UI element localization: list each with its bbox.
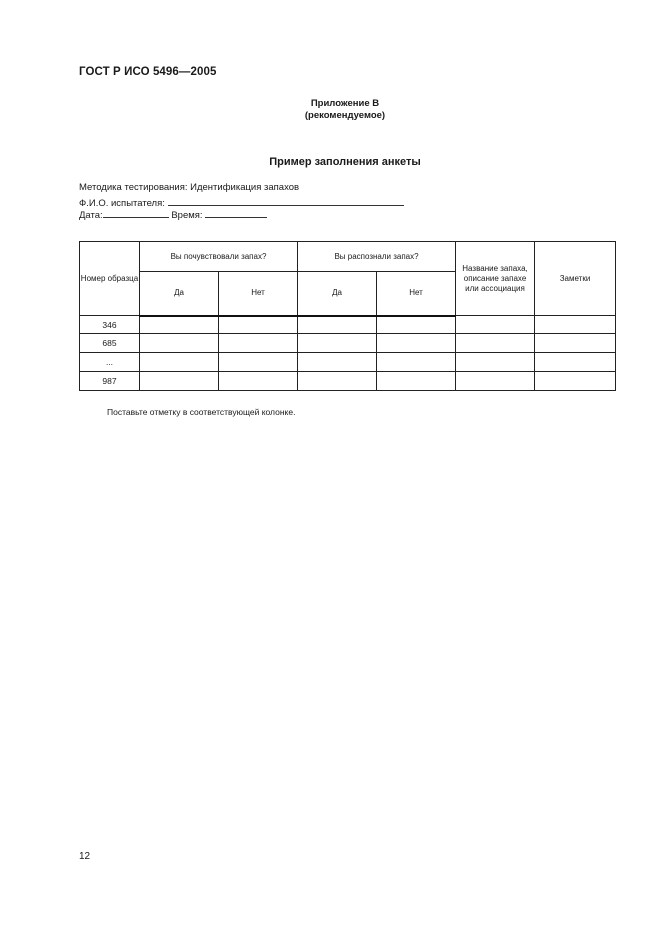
answer-cell[interactable] [535,334,616,353]
header-recognized-yes: Да [298,272,377,316]
answer-cell[interactable] [535,316,616,334]
annex-heading [0,98,661,122]
answer-cell[interactable] [140,334,219,353]
instruction-note: Поставьте отметку в соответствующей колонке. [107,407,296,417]
answer-cell[interactable] [298,316,377,334]
answer-cell[interactable] [377,372,456,391]
answer-cell[interactable] [140,353,219,372]
method-label: Методика тестирования: [79,182,188,193]
sample-number-cell: 346 [80,316,140,334]
time-blank[interactable] [205,208,267,218]
header-smelled-no: Нет [219,272,298,316]
answer-cell[interactable] [456,316,535,334]
header-notes: Заметки [535,242,616,316]
form-title: Пример заполнения анкеты [269,156,421,168]
annex-status: (рекомендуемое) [304,110,386,121]
date-label: Дата: [79,210,103,221]
answer-cell[interactable] [219,372,298,391]
answer-cell[interactable] [298,353,377,372]
sample-number-cell: ... [80,353,140,372]
table-row [80,372,616,391]
sample-number-cell: 685 [80,334,140,353]
answer-cell[interactable] [140,372,219,391]
questionnaire-table [79,241,616,391]
date-time-line [79,208,267,221]
header-smelled-yes: Да [140,272,219,316]
document-header: ГОСТ Р ИСО 5496—2005 [79,66,217,78]
header-recognized-no: Нет [377,272,456,316]
answer-cell[interactable] [219,316,298,334]
method-line [79,182,299,193]
answer-cell[interactable] [219,334,298,353]
answer-cell[interactable] [298,334,377,353]
table-row [80,316,616,334]
table-row [80,353,616,372]
answer-cell[interactable] [377,316,456,334]
answer-cell[interactable] [535,353,616,372]
date-blank[interactable] [103,208,169,218]
answer-cell[interactable] [219,353,298,372]
annex-title: Приложение В [310,98,380,109]
table-row [80,334,616,353]
tester-label: Ф.И.О. испытателя: [79,198,165,209]
header-odor-name: Название запаха, описание запахе или ассоциация [456,242,535,316]
answer-cell[interactable] [377,353,456,372]
header-sample-number: Номер образца [80,242,140,316]
answer-cell[interactable] [456,353,535,372]
answer-cell[interactable] [140,316,219,334]
answer-cell[interactable] [535,372,616,391]
header-smelled: Вы почувствовали запах? [140,242,298,272]
page-number: 12 [79,851,91,862]
answer-cell[interactable] [456,372,535,391]
header-recognized: Вы распознали запах? [298,242,456,272]
method-value: Идентификация запахов [190,182,300,193]
answer-cell[interactable] [377,334,456,353]
sample-number-cell: 987 [80,372,140,391]
answer-cell[interactable] [298,372,377,391]
answer-cell[interactable] [456,334,535,353]
tester-name-blank[interactable] [168,196,404,206]
time-label: Время: [171,210,203,221]
